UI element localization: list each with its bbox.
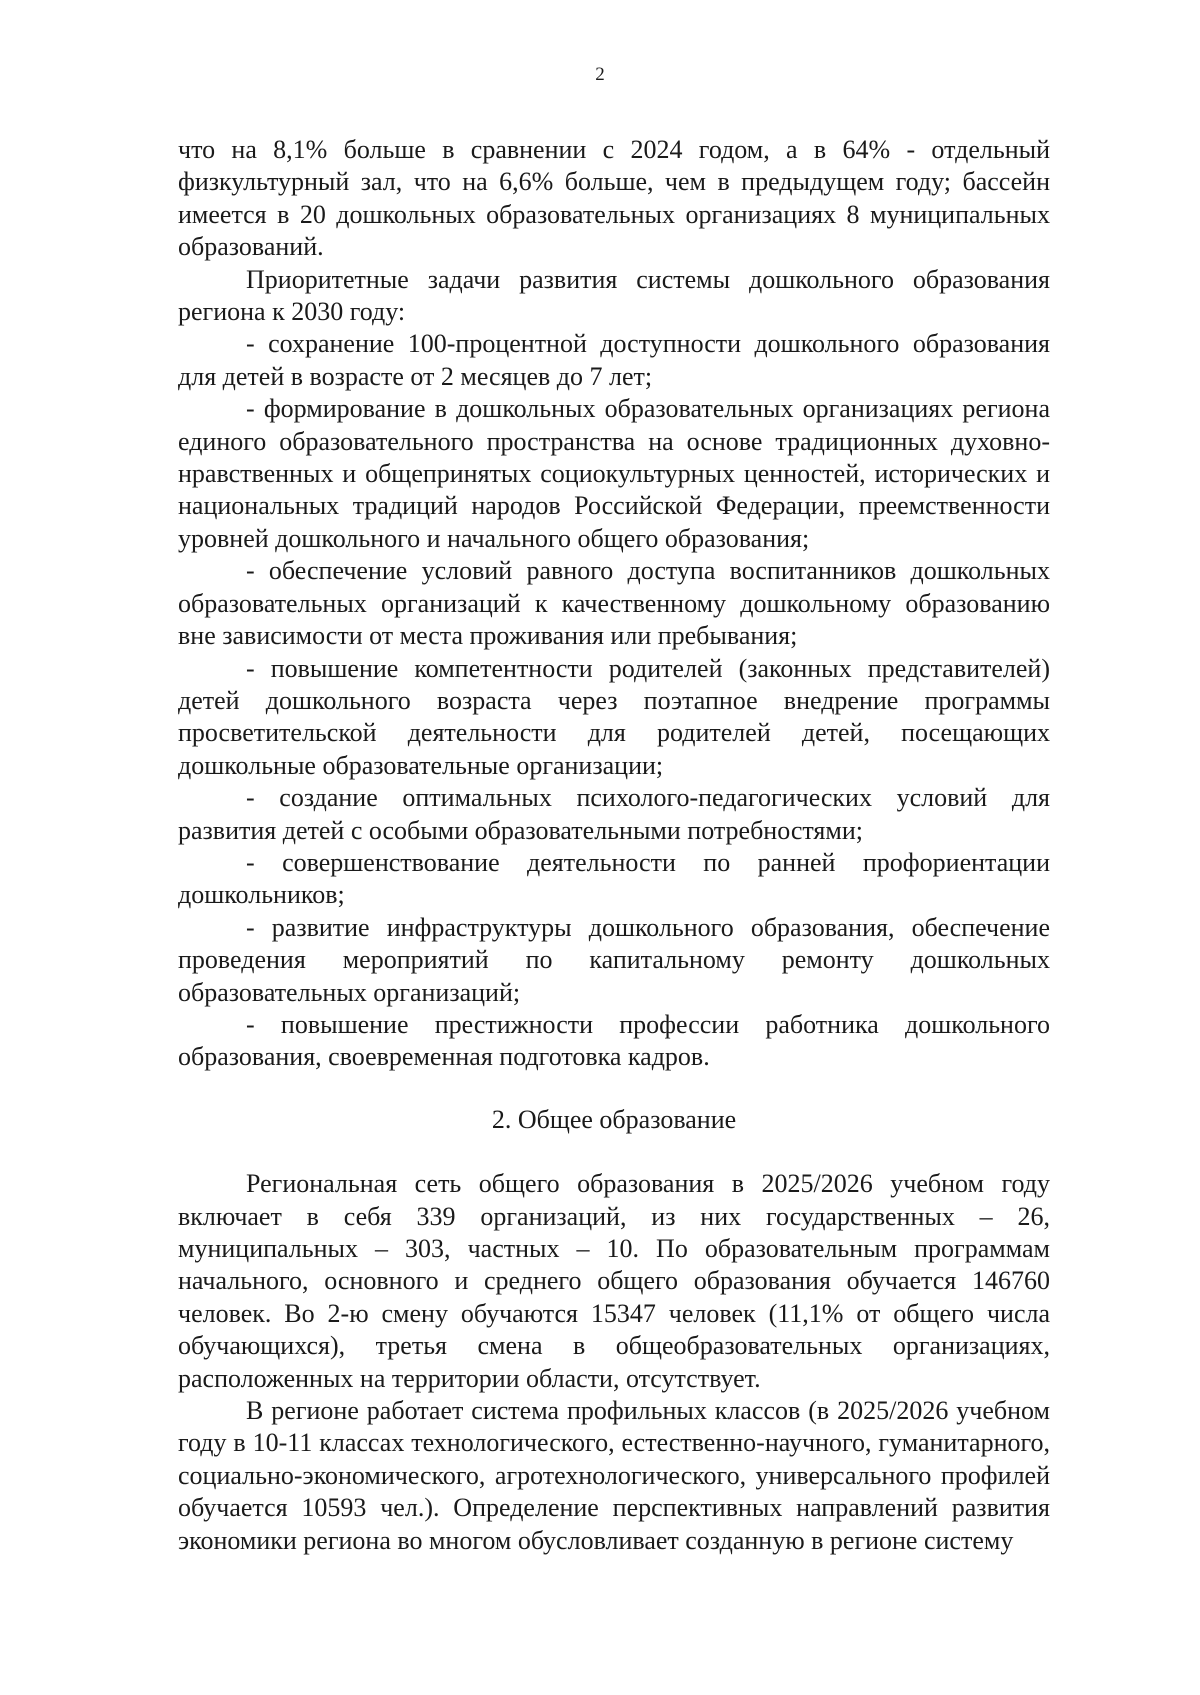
priority-item: - формирование в дошкольных образовательных организациях региона единого образовательного пространства на основе традиционных духовно-нравственных и общепринятых социокультурных ценностей, исторических и национальных традиций народов Российской Федерации, преемственности уровней дошкольного и начального общего образования; — [178, 394, 1050, 553]
page-number: 2 — [595, 64, 605, 85]
section-paragraph: Региональная сеть общего образования в 2025/2026 учебном году включает в себя 339 организаций, из них государственных – 26, муниципальных – 303, частных – 10. По образовательным программам начального, основного и среднего общего образования обучается 146760 человек. Во 2-ю смену обучаются 15347 человек (11,1% от общего числа обучающихся), третья смена в общеобразовательных организациях, расположенных на территории области, отсутствует. — [178, 1169, 1050, 1393]
priority-item: - создание оптимальных психолого-педагогических условий для развития детей с особыми образовательными потребностями; — [178, 783, 1050, 845]
section-heading: 2. Общее образование — [491, 1104, 737, 1134]
priority-item: - развитие инфраструктуры дошкольного образования, обеспечение проведения мероприятий по капитальному ремонту дошкольных образовательных организаций; — [178, 912, 1050, 1007]
paragraph-priorities-lead: Приоритетные задачи развития системы дошкольного образования региона к 2030 году: — [178, 264, 1050, 327]
section-paragraph: В регионе работает система профильных классов (в 2025/2026 учебном году в 10-11 классах технологического, естественно-научного, гуманитарного, социально-экономического, агротехнологического, универсального профилей обучается 10593 чел.). Определение перспективных направлений развития экономики региона во многом обусловливает созданную в регионе систему — [178, 1396, 1050, 1555]
paragraph-intro-continuation: что на 8,1% больше в сравнении с 2024 годом, а в 64% - отдельный физкультурный зал, что на 6,6% больше, чем в предыдущем году; бассейн имеется в 20 дошкольных образовательных организациях 8 муниципальных образований. — [178, 135, 1050, 262]
priority-item: - повышение компетентности родителей (законных представителей) детей дошкольного возраста через поэтапное внедрение программы просветительской деятельности для родителей детей, посещающих дошкольные образовательные организации; — [178, 653, 1050, 780]
priority-item: - обеспечение условий равного доступа воспитанников дошкольных образовательных организаций к качественному дошкольному образованию вне зависимости от места проживания или пребывания; — [178, 556, 1050, 651]
priority-item: - повышение престижности профессии работника дошкольного образования, своевременная подготовка кадров. — [178, 1009, 1050, 1072]
document-body — [178, 134, 1050, 1557]
priority-item: - совершенствование деятельности по ранней профориентации дошкольников; — [178, 847, 1050, 910]
priority-item: - сохранение 100-процентной доступности дошкольного образования для детей в возрасте от 2 месяцев до 7 лет; — [178, 329, 1050, 391]
